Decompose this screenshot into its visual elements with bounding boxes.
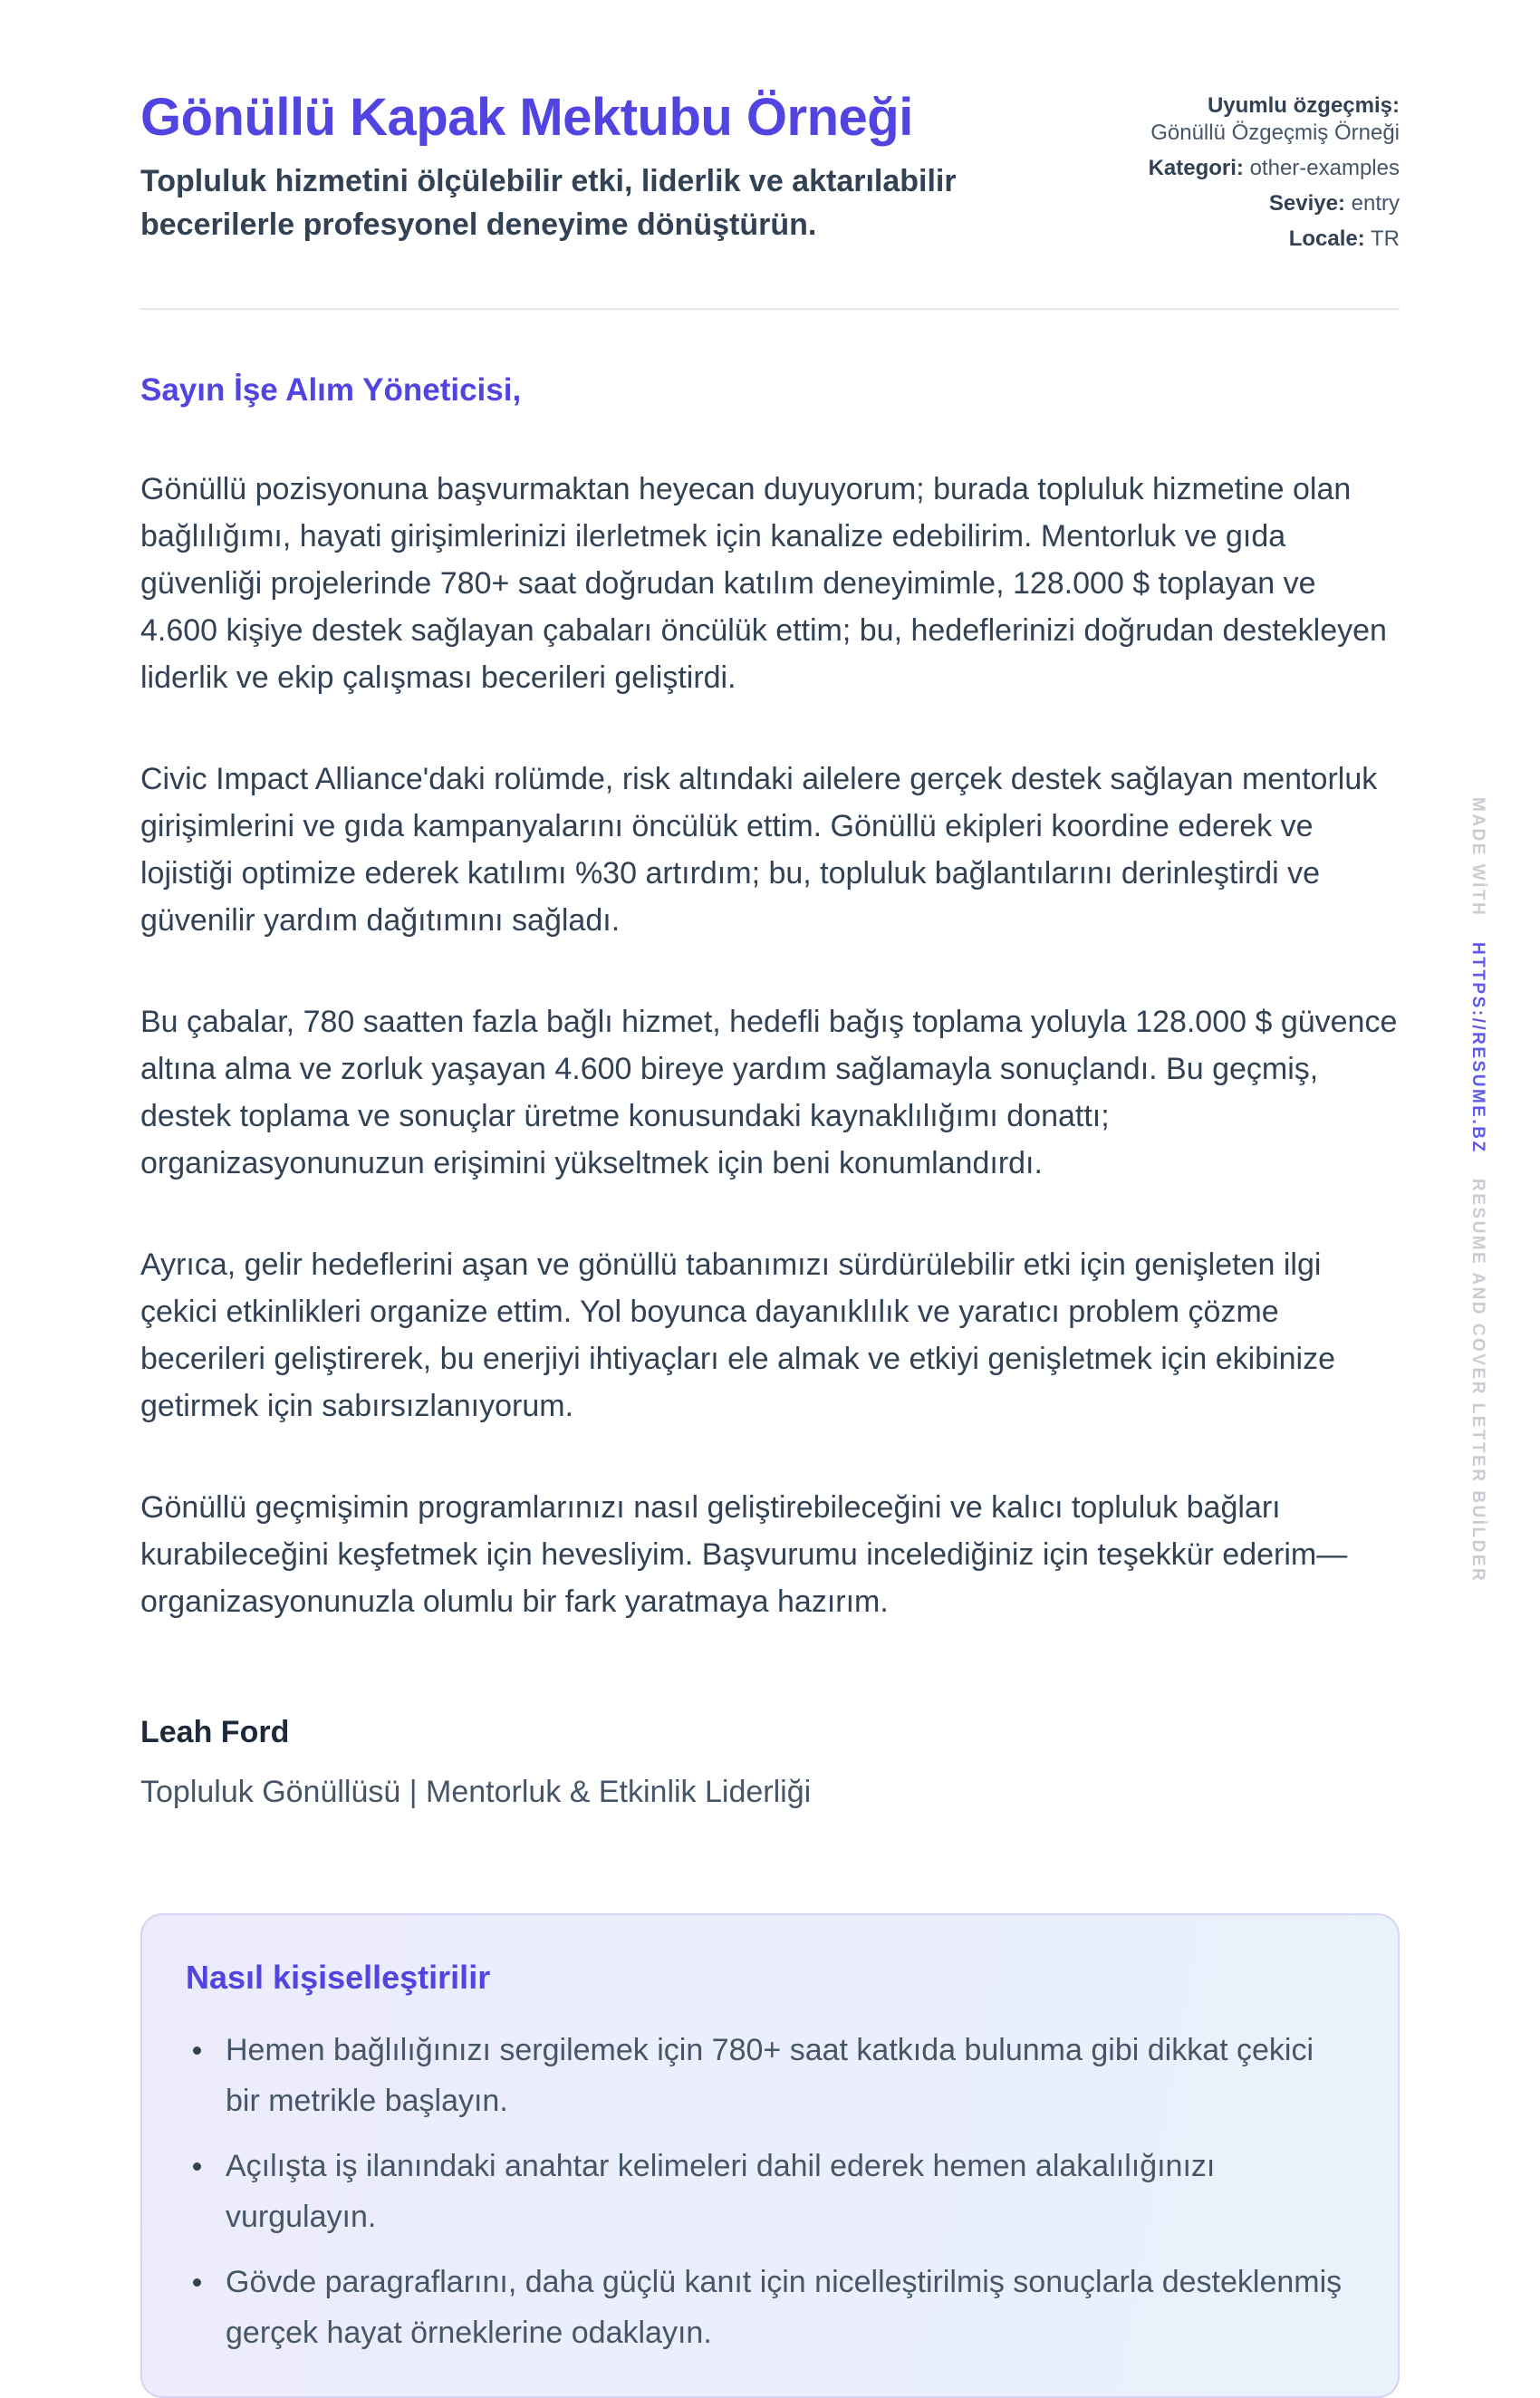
page-subtitle: Topluluk hizmetini ölçülebilir etki, liderlik ve aktarılabilir becerilerle profesyonel deneyime dönüştürün. [140,163,957,242]
tip-text: Açılışta iş ilanındaki anahtar kelimeleri dahil ederek hemen alakalılığınızı vurgulayın. [226,2148,1216,2234]
page-header [140,89,1400,261]
meta-category-value: other-examples [1249,156,1400,180]
list-item [186,2141,1354,2242]
meta-resume-value: Gönüllü Özgeçmiş Örneği [1150,120,1400,145]
meta-level [1149,190,1400,217]
meta-matching-resume [1149,92,1400,147]
tip-text: Hemen bağlılığınızı sergilemek için 780+ saat katkıda bulunma gibi dikkat çekici bir metrikle başlayın. [226,2032,1314,2118]
page-title: Gönüllü Kapak Mektubu Örneği [140,88,913,147]
signature-block [140,1712,1400,1812]
meta-level-label: Seviye: [1268,191,1345,216]
letter-paragraph: Ayrıca, gelir hedeflerini aşan ve gönüllü tabanımızı sürdürülebilir etki için genişleten ilgi çekici etkinlikleri organize ettim. Yol boyunca dayanıklılık ve yaratıcı problem çözme becerileri geliştirerek, bu enerjiyi ihtiyaçları ele almak ve etkiyi genişletmek için ekibinize getirmek için sabırsızlanıyorum. [140,1247,1335,1423]
meta-locale [1149,226,1400,253]
letter-paragraph: Bu çabalar, 780 saatten fazla bağlı hizmet, hedefli bağış toplama yoluyla 128.000 $ güvence altına alma ve zorluk yaşayan 4.600 bireye yardım sağlamayla sonuçlandı. Bu geçmiş, destek toplama ve sonuçlar üretme konusundaki kaynaklılığımı donattı; organizasyonunuzun erişimini yükseltmek için beni konumlandırdı. [140,1004,1398,1180]
bullet-dot-icon [193,2046,201,2055]
watermark-link[interactable]: HTTPS://RESUME.BZ [1468,942,1487,1154]
meta-locale-value: TR [1371,226,1400,251]
meta-level-value: entry [1351,191,1400,216]
list-item [186,2025,1354,2126]
letter-body [140,370,1400,1812]
letter-paragraph: Gönüllü geçmişimin programlarınızı nasıl geliştirebileceğini ve kalıcı topluluk bağları kurabileceğini keşfetmek için hevesliyim. Başvurumu incelediğiniz için teşekkür ederim—organizasyonunuzla olumlu bir fark yaratmaya hazırım. [140,1489,1348,1619]
salutation: Sayın İşe Alım Yöneticisi, [140,372,522,408]
document-meta [1149,89,1400,261]
letter-paragraph: Gönüllü pozisyonuna başvurmaktan heyecan duyuyorum; burada topluluk hizmetine olan bağlılığımı, hayati girişimlerinizi ilerletmek için kanalize edebilirim. Mentorluk ve gıda güvenliği projelerinde 780+ saat doğrudan katılım deneyimimle, 128.000 $ toplayan ve 4.600 kişiye destek sağlayan çabaları öncülük ettim; bu, hedeflerinizi doğrudan destekleyen liderlik ve ekip çalışması becerileri geliştirdi. [140,471,1387,695]
signature-name: Leah Ford [140,1714,290,1749]
header-title-block [140,89,1055,246]
letter-paragraph: Civic Impact Alliance'daki rolümde, risk altındaki ailelere gerçek destek sağlayan mentorluk girişimlerini ve gıda kampanyalarını öncülük ettim. Gönüllü ekipleri koordine ederek ve lojistiği optimize ederek katılımı %30 artırdım; bu, topluluk bağlantılarını derinleştirdi ve güvenilir yardım dağıtımını sağladı. [140,761,1378,938]
tip-text: Gövde paragraflarını, daha güçlü kanıt için nicelleştirilmiş sonuçlarla desteklenmiş gerçek hayat örneklerine odaklayın. [226,2264,1343,2350]
watermark-prefix: MADE WİTH [1468,797,1487,918]
signature-role: Topluluk Gönüllüsü | Mentorluk & Etkinlik Liderliği [140,1774,812,1809]
meta-locale-label: Locale: [1288,226,1365,251]
bullet-dot-icon [193,2162,201,2171]
tips-list [186,2025,1354,2358]
watermark-suffix: RESUME AND COVER LETTER BUİLDER [1468,1179,1487,1584]
personalization-tips-card [140,1913,1400,2398]
list-item [186,2257,1354,2358]
meta-category-label: Kategori: [1148,156,1244,180]
meta-resume-label: Uyumlu özgeçmiş: [1207,93,1400,118]
cover-letter-page [140,0,1400,2398]
header-divider [140,308,1400,310]
bullet-dot-icon [193,2278,201,2287]
made-with-watermark [1468,797,1487,1584]
tips-heading: Nasıl kişiselleştirilir [186,1958,491,1996]
meta-category [1149,155,1400,182]
